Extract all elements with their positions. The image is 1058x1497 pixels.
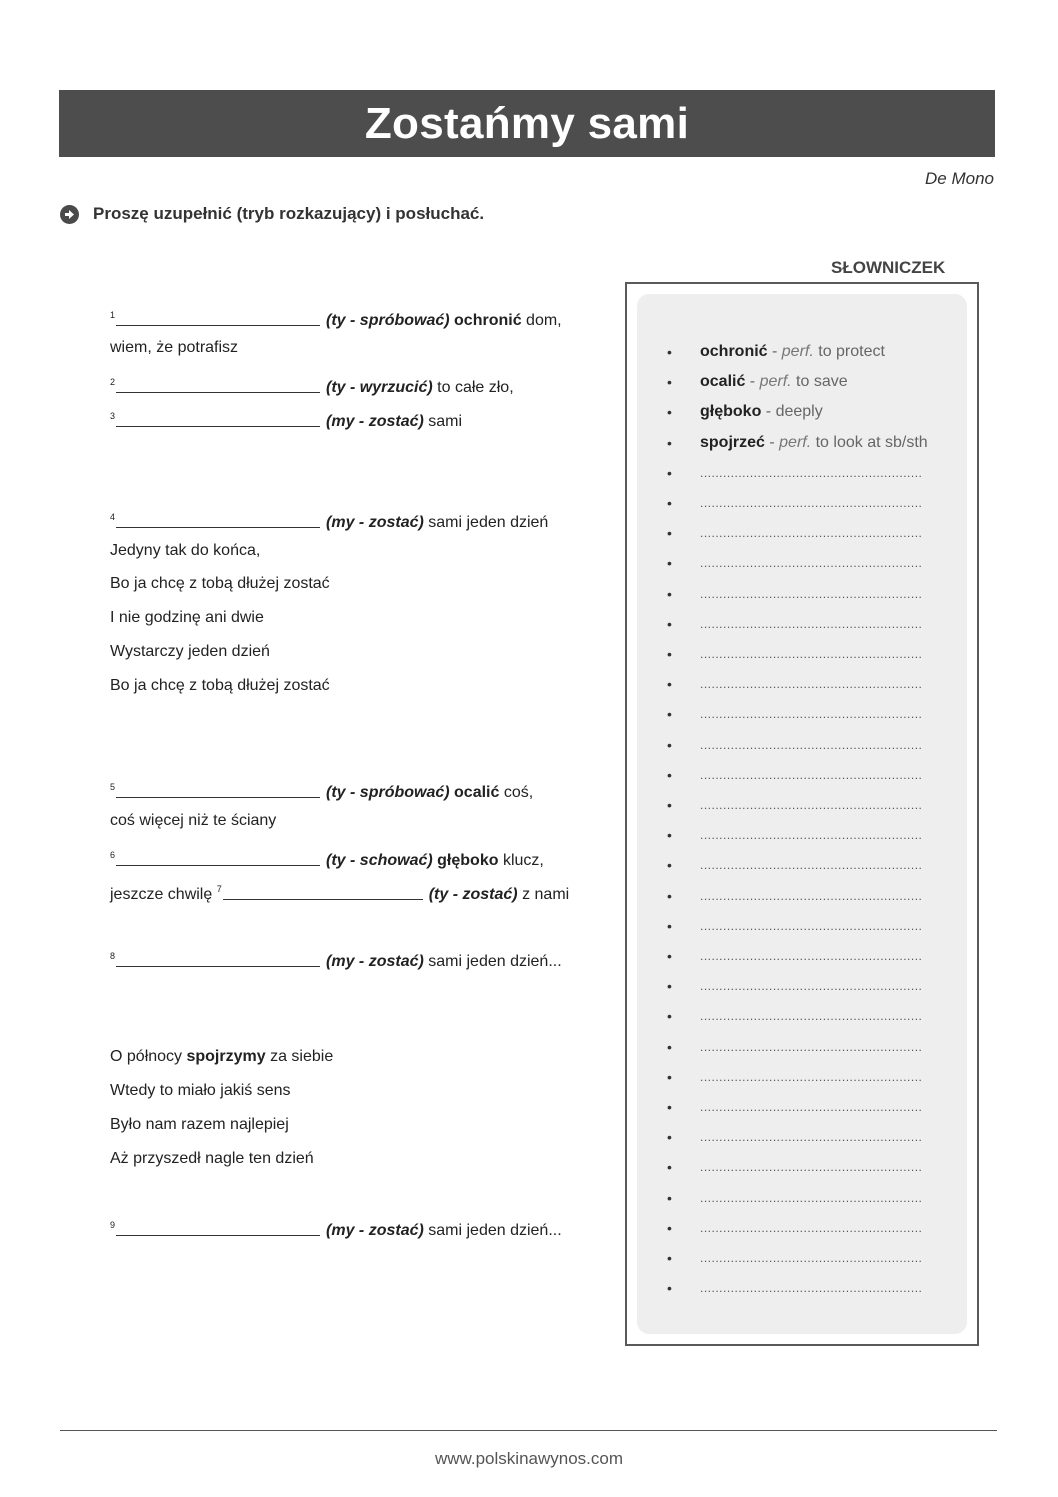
vocab-blank-line: ..........................................................: [700, 465, 923, 480]
vocab-blank-line: ..........................................................: [700, 737, 923, 752]
vocab-definition: [700, 402, 823, 422]
lyric-text: jeszcze chwilę: [110, 886, 217, 903]
bullet-icon: •: [667, 766, 672, 783]
lyric-line: [110, 777, 533, 803]
lyric-text: za siebie: [265, 1048, 334, 1065]
lyric-text: z nami: [517, 886, 570, 903]
bullet-icon: •: [667, 646, 672, 662]
lyric-text: I nie godzinę ani dwie: [110, 609, 264, 626]
verb-hint: (my - zostać): [326, 1222, 424, 1239]
lyric-line: [110, 541, 260, 561]
gap-number: 6: [110, 850, 116, 860]
vocab-blank-line: ..........................................................: [700, 1130, 923, 1145]
vocab-blank-line: ..........................................................: [700, 586, 923, 601]
verb-hint: (my - zostać): [326, 514, 424, 531]
verb-hint: (my - zostać): [326, 413, 424, 430]
vocab-box: [625, 282, 979, 1346]
lyric-line: [110, 946, 562, 972]
instruction: [60, 204, 484, 224]
vocab-list: [637, 294, 967, 1334]
lyric-text: coś więcej niż te ściany: [110, 812, 277, 829]
lyric-line: [110, 1215, 562, 1241]
vocab-blank-line: ..........................................................: [700, 1281, 923, 1296]
vocab-blank-line: ..........................................................: [700, 798, 923, 812]
vocab-separator: -: [761, 403, 776, 421]
gap-number: 8: [110, 951, 116, 961]
bullet-icon: •: [667, 495, 672, 511]
verb-hint: (ty - spróbować): [326, 312, 450, 329]
vocab-translation: deeply: [775, 403, 823, 421]
lyric-line: [110, 1047, 333, 1067]
vocab-blank-line: ..........................................................: [700, 616, 923, 631]
verb-hint: (ty - zostać): [428, 886, 518, 903]
vocab-blank-line: ..........................................................: [700, 1190, 923, 1205]
vocab-translation: to look at sb/sth: [811, 433, 928, 451]
lyric-text: Jedyny tak do końca,: [110, 542, 261, 559]
bullet-icon: •: [667, 434, 672, 451]
bullet-icon: •: [667, 948, 672, 964]
vocab-blank-line: ..........................................................: [700, 556, 923, 571]
vocab-definition: [700, 342, 885, 362]
lyric-line: [110, 1149, 314, 1169]
lyric-text: Wystarczy jeden dzień: [110, 643, 270, 660]
lyric-line: [110, 338, 238, 358]
vocab-blank-line: ..........................................................: [700, 647, 923, 661]
vocab-blank-line: ..........................................................: [700, 707, 923, 722]
bullet-icon: •: [667, 1129, 672, 1146]
vocab-blank-line: ..........................................................: [700, 526, 923, 541]
bullet-icon: •: [667, 978, 672, 995]
bullet-icon: •: [667, 706, 672, 723]
vocab-word: głęboko: [437, 852, 499, 869]
lyric-line: [110, 372, 514, 398]
footer-divider: [60, 1430, 997, 1431]
bullet-icon: •: [667, 797, 672, 813]
bullet-icon: •: [667, 1159, 672, 1176]
verb-hint: (ty - schować): [326, 852, 433, 869]
lyric-line: [110, 642, 270, 662]
lyric-line: [110, 608, 264, 628]
title-banner: [59, 90, 995, 157]
part-of-speech: perf.: [759, 373, 792, 391]
vocab-blank-line: ..........................................................: [700, 1220, 923, 1235]
vocab-blank-line: ..........................................................: [700, 496, 923, 510]
gap-number: 9: [110, 1220, 116, 1230]
lyric-text: sami jeden dzień...: [423, 953, 562, 970]
vocab-term: ocalić: [700, 373, 746, 391]
vocab-blank-line: ..........................................................: [700, 1160, 923, 1175]
verb-hint: (ty - spróbować): [326, 784, 450, 801]
bullet-icon: •: [667, 1280, 672, 1297]
bullet-icon: •: [667, 404, 672, 421]
vocab-blank-line: ..........................................................: [700, 1251, 923, 1265]
vocab-blank-line: ..........................................................: [700, 767, 923, 782]
lyric-text: O północy: [110, 1048, 187, 1065]
part-of-speech: perf.: [781, 343, 814, 360]
bullet-icon: •: [667, 555, 672, 572]
page-title: Zostańmy sami: [364, 98, 690, 148]
answer-blank[interactable]: [116, 783, 320, 798]
verb-hint: (ty - wyrzucić): [326, 379, 433, 396]
lyric-text: sami: [423, 413, 463, 430]
vocab-term: głęboko: [700, 403, 762, 421]
bullet-icon: •: [667, 374, 672, 391]
lyric-line: [110, 1115, 289, 1135]
bullet-icon: •: [667, 1250, 672, 1266]
bullet-icon: •: [667, 857, 672, 874]
lyric-text: wiem, że potrafisz: [110, 339, 239, 356]
gap-number: 7: [216, 884, 222, 894]
vocab-separator: -: [764, 433, 780, 451]
vocab-word: ochronić: [454, 312, 522, 329]
bullet-icon: •: [667, 615, 672, 632]
vocab-word: ocalić: [454, 784, 500, 801]
vocab-blank-line: ..........................................................: [700, 949, 923, 963]
lyric-text: coś,: [499, 784, 534, 801]
vocab-blank-line: ..........................................................: [700, 888, 923, 903]
lyric-text: klucz,: [498, 852, 544, 869]
answer-blank[interactable]: [116, 412, 320, 427]
answer-blank[interactable]: [223, 885, 423, 900]
author: De Mono: [925, 169, 994, 188]
lyric-text: to całe zło,: [432, 379, 514, 396]
vocab-blank-line: ..........................................................: [700, 1069, 923, 1084]
vocab-heading: SŁOWNICZEK: [831, 258, 946, 277]
vocab-separator: -: [745, 373, 760, 391]
lyric-text: Wtedy to miało jakiś sens: [110, 1082, 291, 1099]
vocab-translation: to save: [791, 373, 848, 391]
lyric-text: dom,: [521, 312, 562, 329]
part-of-speech: perf.: [779, 433, 812, 451]
vocab-definition: [700, 372, 848, 392]
lyric-line: [110, 406, 462, 432]
bullet-icon: •: [667, 1099, 672, 1115]
lyric-text: sami jeden dzień...: [423, 1222, 562, 1239]
lyric-text: Aż przyszedł nagle ten dzień: [110, 1150, 314, 1167]
lyric-line: [110, 845, 544, 871]
arrow-right-icon: [60, 205, 79, 224]
gap-number: 2: [110, 377, 116, 387]
vocab-translation: to protect: [813, 343, 885, 360]
answer-blank[interactable]: [116, 311, 320, 326]
lyric-line: [110, 811, 276, 831]
vocab-blank-line: ..........................................................: [700, 828, 923, 843]
answer-blank[interactable]: [116, 952, 320, 967]
vocab-blank-line: ..........................................................: [700, 1009, 923, 1024]
bullet-icon: •: [667, 1189, 672, 1206]
vocab-separator: -: [767, 343, 782, 360]
vocab-term: spojrzeć: [700, 433, 765, 451]
vocab-definition: [700, 433, 928, 453]
vocab-blank-line: ..........................................................: [700, 1100, 923, 1114]
answer-blank[interactable]: [116, 513, 320, 528]
lyric-line: [110, 305, 562, 331]
bullet-icon: •: [667, 917, 672, 934]
bullet-icon: •: [667, 1219, 672, 1236]
lyric-text: Bo ja chcę z tobą dłużej zostać: [110, 575, 330, 592]
gap-number: 1: [110, 310, 116, 320]
vocab-blank-line: ..........................................................: [700, 677, 923, 692]
lyric-text: Było nam razem najlepiej: [110, 1116, 289, 1133]
lyric-text: Bo ja chcę z tobą dłużej zostać: [110, 677, 330, 694]
vocab-blank-line: ..........................................................: [700, 858, 923, 873]
vocab-blank-line: ..........................................................: [700, 979, 923, 994]
verb-hint: (my - zostać): [326, 953, 424, 970]
bullet-icon: •: [667, 1008, 672, 1025]
bullet-icon: •: [667, 585, 672, 602]
vocab-word: spojrzymy: [186, 1048, 266, 1065]
lyric-text: sami jeden dzień: [423, 514, 549, 531]
gap-number: 4: [110, 512, 116, 522]
vocab-term: ochronić: [700, 343, 768, 360]
lyric-line: [110, 879, 569, 905]
bullet-icon: •: [667, 676, 672, 693]
bullet-icon: •: [667, 1068, 672, 1085]
bullet-icon: •: [667, 736, 672, 753]
bullet-icon: •: [667, 464, 672, 481]
gap-number: 5: [110, 782, 116, 792]
vocab-blank-line: ..........................................................: [700, 1039, 923, 1054]
instruction-text: Proszę uzupełnić (tryb rozkazujący) i posłuchać.: [93, 204, 485, 223]
vocab-blank-line: ..........................................................: [700, 918, 923, 933]
bullet-icon: •: [667, 525, 672, 542]
footer-url: www.polskinawynos.com: [434, 1449, 623, 1468]
lyric-line: [110, 574, 330, 594]
lyric-line: [110, 507, 548, 533]
bullet-icon: •: [667, 344, 672, 360]
bullet-icon: •: [667, 827, 672, 844]
answer-blank[interactable]: [116, 378, 320, 393]
gap-number: 3: [110, 411, 116, 421]
bullet-icon: •: [667, 887, 672, 904]
lyric-line: [110, 676, 330, 696]
lyric-line: [110, 1081, 291, 1101]
answer-blank[interactable]: [116, 851, 320, 866]
answer-blank[interactable]: [116, 1221, 320, 1236]
bullet-icon: •: [667, 1038, 672, 1055]
